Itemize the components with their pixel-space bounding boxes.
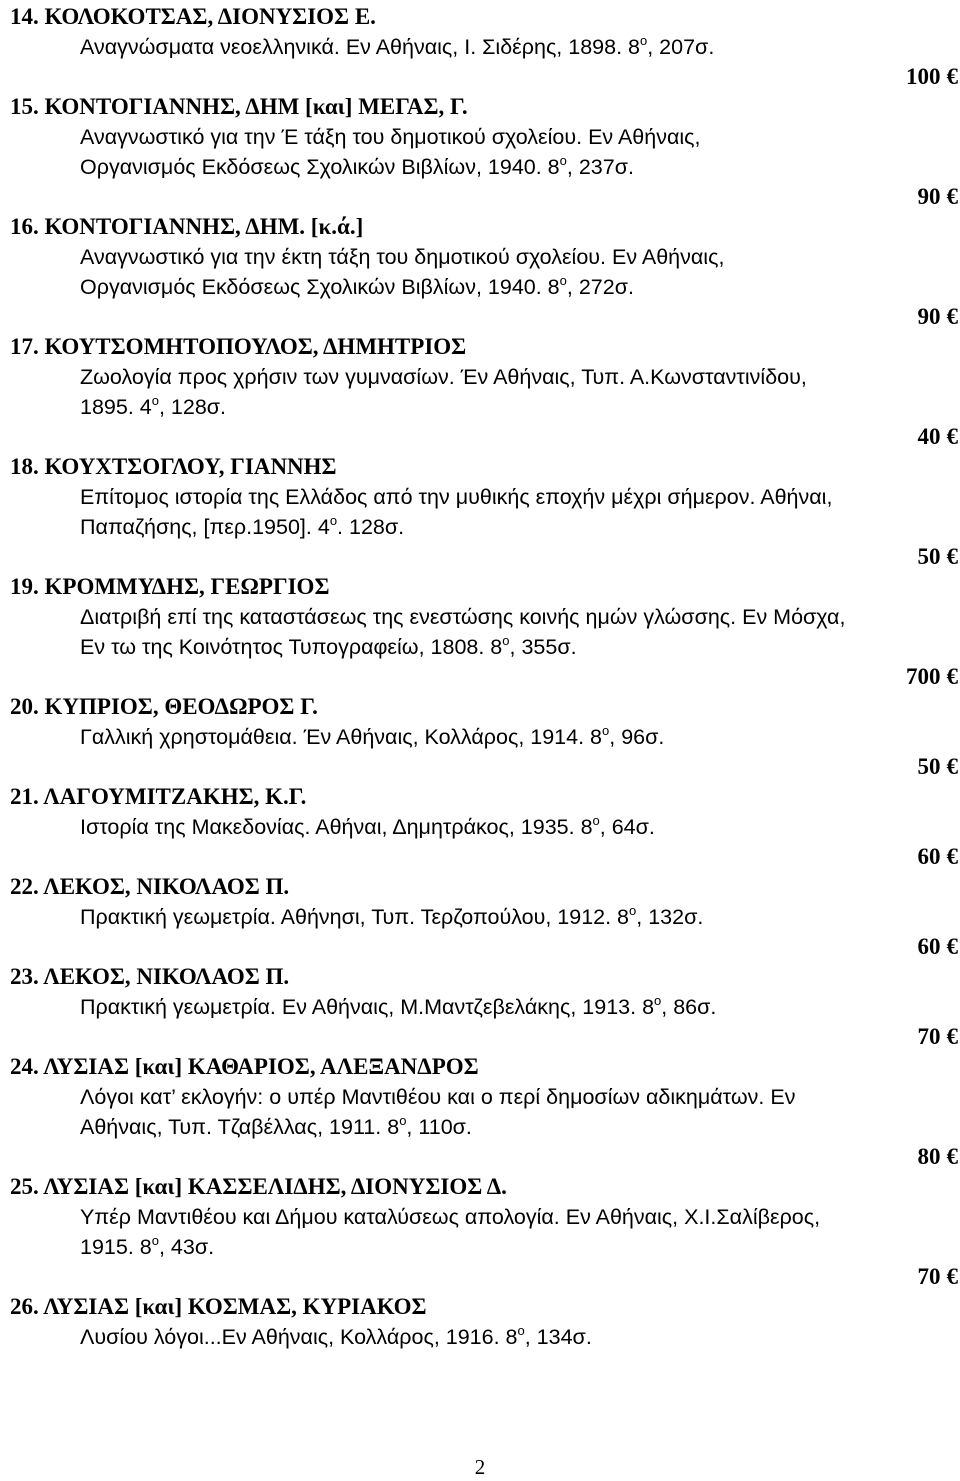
catalog-entry [0,572,960,692]
catalog-entry [0,692,960,782]
description-text: Εν τω της Κοινότητος Τυπογραφείω, 1808. 8 [80,635,503,659]
catalog-entry [0,1292,960,1352]
entry-heading [0,692,960,722]
euro-sign: € [946,934,958,959]
euro-sign: € [946,664,958,689]
description-text-tail: , 272σ. [566,275,634,299]
entry-number: 19. [10,574,39,599]
entry-author: ΛΥΣΙΑΣ [και] ΚΑΘΑΡΙΟΣ, ΑΛΕΞΑΝΔΡΟΣ [43,1054,479,1079]
euro-sign: € [946,754,958,779]
price-value: 70 [917,1024,941,1049]
price-value: 60 [917,934,941,959]
description-text: 1915. 8 [80,1235,152,1259]
entry-description-line [0,1082,960,1112]
description-text: Διατριβή επί της καταστάσεως της ενεστώσης κοινής ημών γλώσσης. Εν Μόσχα, [80,605,846,629]
entry-heading [0,962,960,992]
entry-description-line [0,32,960,62]
entry-price [0,752,960,782]
catalog-entry [0,1052,960,1172]
format-superscript: ο [629,903,637,918]
euro-sign: € [946,1264,958,1289]
euro-sign: € [946,1024,958,1049]
catalog-entry [0,1172,960,1292]
entry-description-line [0,1202,960,1232]
description-text: 1895. 4 [80,395,152,419]
entry-price [0,932,960,962]
price-value: 80 [917,1144,941,1169]
entry-author: ΚΟΝΤΟΓΙΑΝΝΗΣ, ΔΗΜ. [κ.ά.] [44,214,364,239]
euro-sign: € [946,1144,958,1169]
entry-description-line [0,1112,960,1142]
format-superscript: ο [329,513,338,528]
entry-number: 26. [10,1294,39,1319]
entry-description-line [0,602,960,632]
catalog-entry [0,782,960,872]
entry-number: 21. [10,784,39,809]
format-superscript: ο [640,33,648,48]
entry-price [0,182,960,212]
format-superscript: ο [559,153,567,168]
entry-heading [0,332,960,362]
entry-price [0,662,960,692]
entry-author: ΛΥΣΙΑΣ [και] ΚΟΣΜΑΣ, ΚΥΡΙΑΚΟΣ [43,1294,427,1319]
format-superscript: ο [399,1113,407,1128]
description-text: Αναγνωστικό για την έκτη τάξη του δημοτικού σχολείου. Εν Αθήναις, [80,245,725,269]
format-superscript: ο [502,633,510,648]
entry-price [0,1262,960,1292]
format-superscript: ο [602,723,610,738]
description-text: Υπέρ Μαντιθέου και Δήμου καταλύσεως απολογία. Εν Αθήναις, Χ.Ι.Σαλίβερος, [80,1205,821,1229]
price-value: 60 [917,844,941,869]
format-superscript: ο [151,393,159,408]
entry-heading [0,1052,960,1082]
entry-number: 24. [10,1054,39,1079]
description-text-tail: , 86σ. [661,995,717,1019]
description-text: Πρακτική γεωμετρία. Εν Αθήναις, Μ.Μαντζεβελάκης, 1913. 8 [80,995,655,1019]
euro-sign: € [946,844,958,869]
entry-author: ΚΟΛΟΚΟΤΣΑΣ, ΔΙΟΝΥΣΙΟΣ Ε. [44,4,376,29]
description-text: Οργανισμός Εκδόσεως Σχολικών Βιβλίων, 1940. 8 [80,155,560,179]
price-value: 700 [906,664,941,689]
entry-price [0,302,960,332]
description-text-tail: , 128σ. [158,395,227,419]
description-text-tail: , 132σ. [636,905,704,929]
entry-price [0,62,960,92]
entry-description-line [0,632,960,662]
page-number: 2 [474,1455,486,1479]
entry-heading [0,1292,960,1322]
entry-description-line [0,992,960,1022]
description-text: Αναγνωστικό για την Έ τάξη του δημοτικού σχολείου. Εν Αθήναις, [80,125,701,149]
euro-sign: € [946,64,958,89]
description-text: Οργανισμός Εκδόσεως Σχολικών Βιβλίων, 1940. 8 [80,275,560,299]
entry-heading [0,872,960,902]
format-superscript: ο [654,993,662,1008]
description-text: Αναγνώσματα νεοελληνικά. Εν Αθήναις, Ι. Σιδέρης, 1898. 8 [80,35,640,59]
entry-author: ΚΟΥΧΤΣΟΓΛΟΥ, ΓΙΑΝΝΗΣ [44,454,337,479]
entry-description-line [0,242,960,272]
entry-heading [0,212,960,242]
entry-description-line [0,722,960,752]
price-value: 50 [917,754,941,779]
catalog-entry [0,962,960,1052]
price-value: 50 [917,544,941,569]
entry-description-line [0,902,960,932]
description-text-tail: , 96σ. [609,725,665,749]
description-text: Αθήναις, Τυπ. Τζαβέλλας, 1911. 8 [80,1115,400,1139]
entry-description-line [0,392,960,422]
description-text-tail: , 134σ. [524,1325,592,1349]
entry-description-line [0,152,960,182]
entry-heading [0,782,960,812]
catalog-entry [0,872,960,962]
euro-sign: € [946,184,958,209]
entry-number: 23. [10,964,39,989]
entry-number: 15. [10,94,39,119]
description-text-tail: , 43σ. [158,1235,215,1259]
catalog-entry [0,452,960,572]
format-superscript: ο [559,273,567,288]
price-value: 90 [917,304,941,329]
entry-author: ΛΥΣΙΑΣ [και] ΚΑΣΣΕΛΙΔΗΣ, ΔΙΟΝΥΣΙΟΣ Δ. [43,1174,507,1199]
description-text: Λόγοι κατ’ εκλογήν: ο υπέρ Μαντιθέου και ο περί δημοσίων αδικημάτων. Εν [80,1085,796,1109]
catalog-entry [0,92,960,212]
entry-heading [0,92,960,122]
entry-author: ΛΕΚΟΣ, ΝΙΚΟΛΑΟΣ Π. [43,964,290,989]
entry-description-line [0,512,960,542]
entry-description-line [0,272,960,302]
description-text: Παπαζήσης, [περ.1950]. 4 [80,515,330,539]
catalog-entry [0,332,960,452]
description-text-tail: , 110σ. [406,1115,472,1139]
price-value: 90 [917,184,941,209]
catalog-entry [0,2,960,92]
description-text: Γαλλική χρηστομάθεια. Έν Αθήναις, Κολλάρος, 1914. 8 [80,725,603,749]
entry-heading [0,452,960,482]
description-text-tail: , 237σ. [566,155,634,179]
entry-heading [0,1172,960,1202]
price-value: 70 [917,1264,941,1289]
catalog-entry [0,212,960,332]
format-superscript: ο [151,1233,159,1248]
entry-heading [0,2,960,32]
entry-price [0,542,960,572]
entry-author: ΚΟΥΤΣΟΜΗΤΟΠΟΥΛΟΣ, ΔΗΜΗΤΡΙΟΣ [44,334,467,359]
entry-author: ΛΕΚΟΣ, ΝΙΚΟΛΑΟΣ Π. [43,874,290,899]
price-value: 40 [917,424,941,449]
entry-number: 18. [10,454,39,479]
description-text-tail: , 64σ. [599,815,655,839]
entry-number: 25. [10,1174,39,1199]
description-text: Πρακτική γεωμετρία. Αθήνησι, Τυπ. Τερζοπούλου, 1912. 8 [80,905,630,929]
euro-sign: € [946,424,958,449]
description-text: Λυσίου λόγοι...Εν Αθήναις, Κολλάρος, 1916. 8 [80,1325,518,1349]
price-value: 100 [906,64,941,89]
entry-price [0,422,960,452]
entry-description-line [0,362,960,392]
description-text: Ιστορία της Μακεδονίας. Αθήναι, Δημητράκος, 1935. 8 [80,815,593,839]
catalog-list [0,2,960,1352]
format-superscript: ο [517,1323,525,1338]
euro-sign: € [946,544,958,569]
entry-number: 22. [10,874,39,899]
entry-description-line [0,482,960,512]
description-text-tail: , 355σ. [509,635,577,659]
euro-sign: € [946,304,958,329]
description-text-tail: . 128σ. [337,515,405,539]
entry-number: 20. [10,694,39,719]
entry-price [0,842,960,872]
entry-description-line [0,122,960,152]
entry-number: 17. [10,334,39,359]
entry-price [0,1142,960,1172]
entry-author: ΚΟΝΤΟΓΙΑΝΝΗΣ, ΔΗΜ [και] ΜΕΓΑΣ, Γ. [44,94,468,119]
entry-author: ΛΑΓΟΥΜΙΤΖΑΚΗΣ, Κ.Γ. [43,784,307,809]
entry-description-line [0,1322,960,1352]
entry-description-line [0,812,960,842]
entry-author: ΚΥΠΡΙΟΣ, ΘΕΟΔΩΡΟΣ Γ. [44,694,318,719]
entry-heading [0,572,960,602]
description-text-tail: , 207σ. [647,35,715,59]
entry-number: 16. [10,214,39,239]
description-text: Επίτομος ιστορία της Ελλάδος από την μυθικής εποχήν μέχρι σήμερον. Αθήναι, [80,485,833,509]
entry-number: 14. [10,4,39,29]
entry-author: ΚΡΟΜΜΥΔΗΣ, ΓΕΩΡΓΙΟΣ [44,574,330,599]
description-text: Ζωολογία προς χρήσιν των γυμνασίων. Έν Αθήναις, Τυπ. Α.Κωνσταντινίδου, [80,365,807,389]
entry-price [0,1022,960,1052]
format-superscript: ο [592,813,600,828]
entry-description-line [0,1232,960,1262]
